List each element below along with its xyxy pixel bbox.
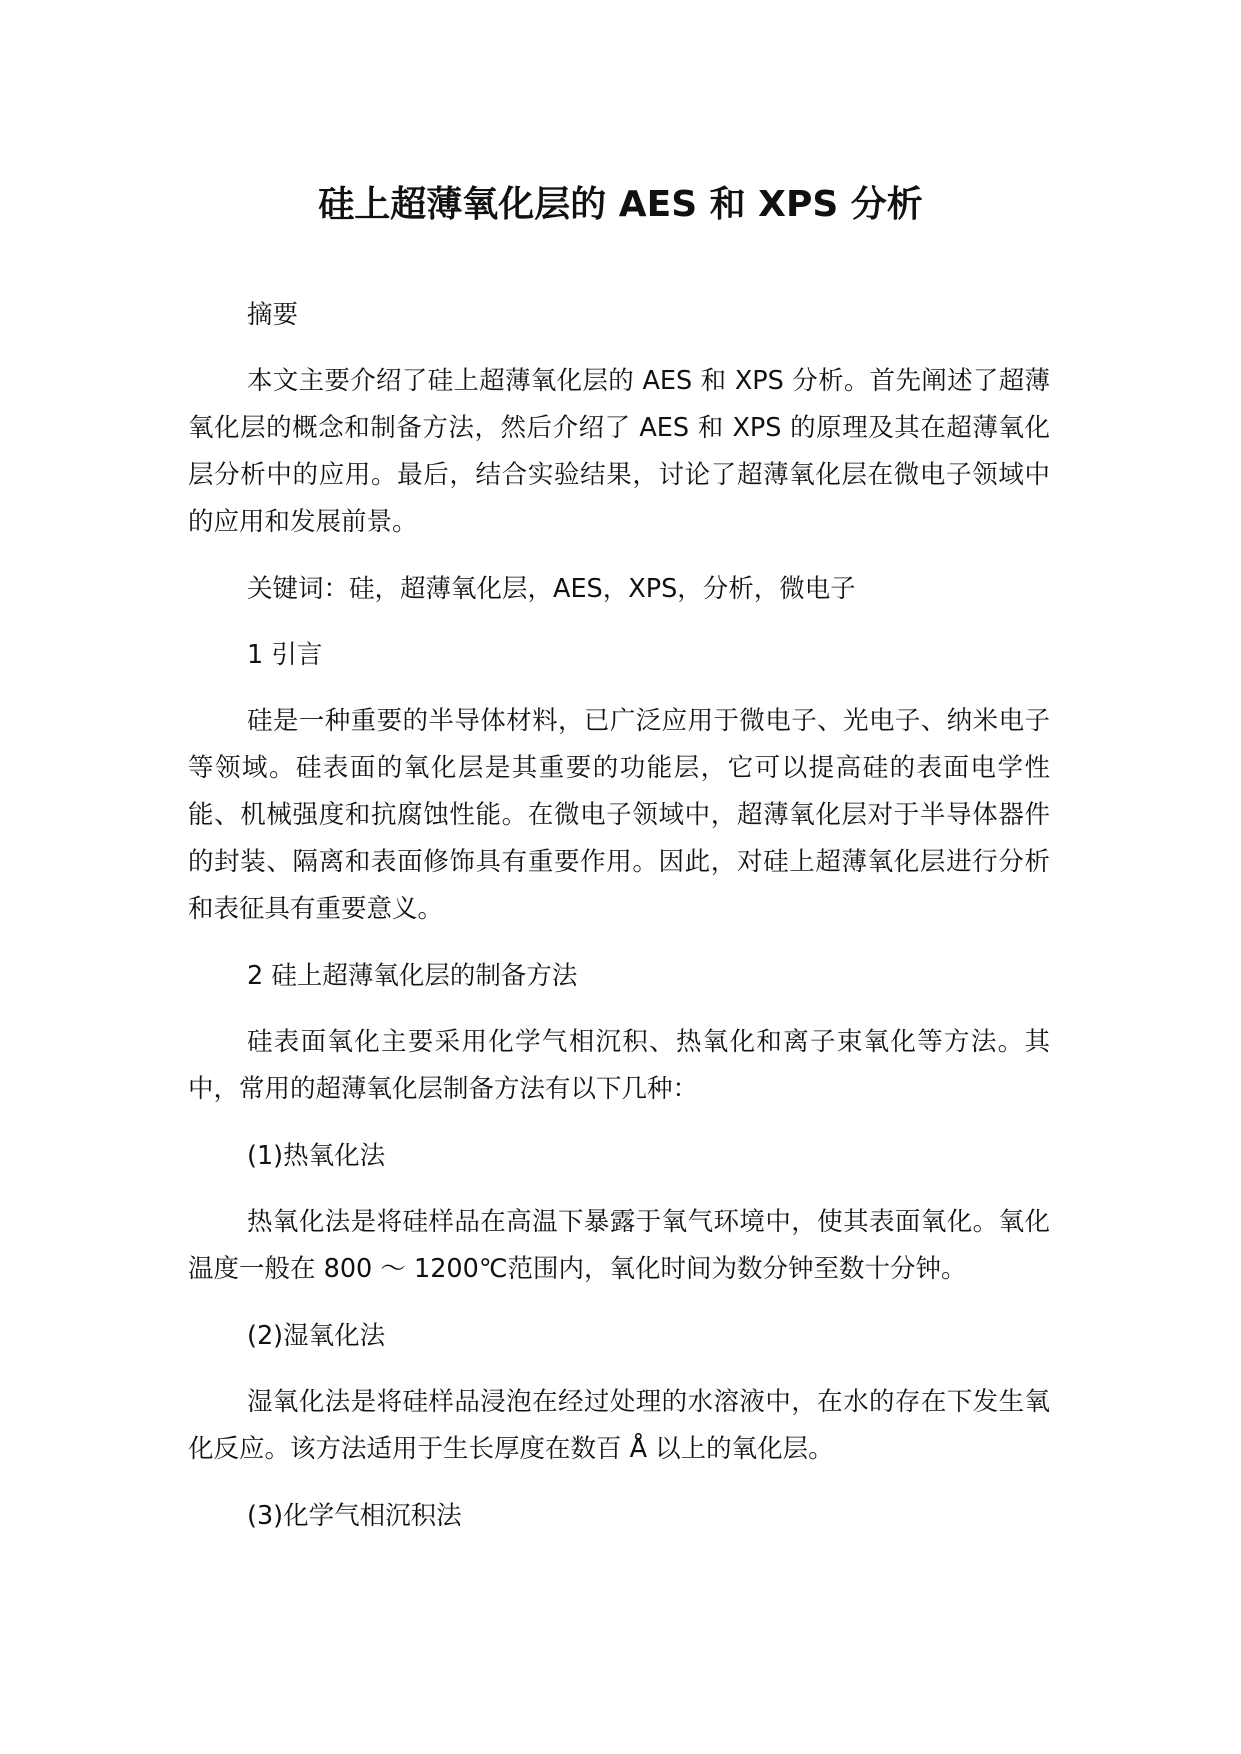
- document-body: [188, 292, 1050, 1559]
- subheading-wet-oxidation: (2)湿氧化法: [247, 1321, 386, 1351]
- introduction-paragraph: 硅是一种重要的半导体材料，已广泛应用于微电子、光电子、纳米电子等领域。硅表面的氧化层是其重要的功能层，它可以提高硅的表面电学性能、机械强度和抗腐蚀性能。在微电子领域中，超薄氧化层对于半导体器件的封装、隔离和表面修饰具有重要作用。因此，对硅上超薄氧化层进行分析和表征具有重要意义。: [188, 706, 1050, 924]
- abstract-heading: 摘要: [247, 300, 299, 330]
- keywords-line: 关键词：硅，超薄氧化层，AES，XPS，分析，微电子: [247, 574, 856, 604]
- section-heading-introduction: 1 引言: [247, 640, 323, 670]
- section-heading-preparation-methods: 2 硅上超薄氧化层的制备方法: [247, 961, 578, 991]
- abstract-paragraph: 本文主要介绍了硅上超薄氧化层的 AES 和 XPS 分析。首先阐述了超薄氧化层的概念和制备方法，然后介绍了 AES 和 XPS 的原理及其在超薄氧化层分析中的应用。最后，结合实验结果，讨论了超薄氧化层在微电子领域中的应用和发展前景。: [188, 366, 1050, 537]
- preparation-methods-paragraph: 硅表面氧化主要采用化学气相沉积、热氧化和离子束氧化等方法。其中，常用的超薄氧化层制备方法有以下几种：: [188, 1027, 1050, 1104]
- subheading-thermal-oxidation: (1)热氧化法: [247, 1141, 386, 1171]
- thermal-oxidation-paragraph: 热氧化法是将硅样品在高温下暴露于氧气环境中，使其表面氧化。氧化温度一般在 800 ～ 1200℃范围内，氧化时间为数分钟至数十分钟。: [188, 1207, 1050, 1284]
- subheading-cvd: (3)化学气相沉积法: [247, 1501, 462, 1531]
- document-title: 硅上超薄氧化层的 AES 和 XPS 分析: [318, 184, 923, 225]
- wet-oxidation-paragraph: 湿氧化法是将硅样品浸泡在经过处理的水溶液中，在水的存在下发生氧化反应。该方法适用于生长厚度在数百 Å 以上的氧化层。: [188, 1387, 1050, 1464]
